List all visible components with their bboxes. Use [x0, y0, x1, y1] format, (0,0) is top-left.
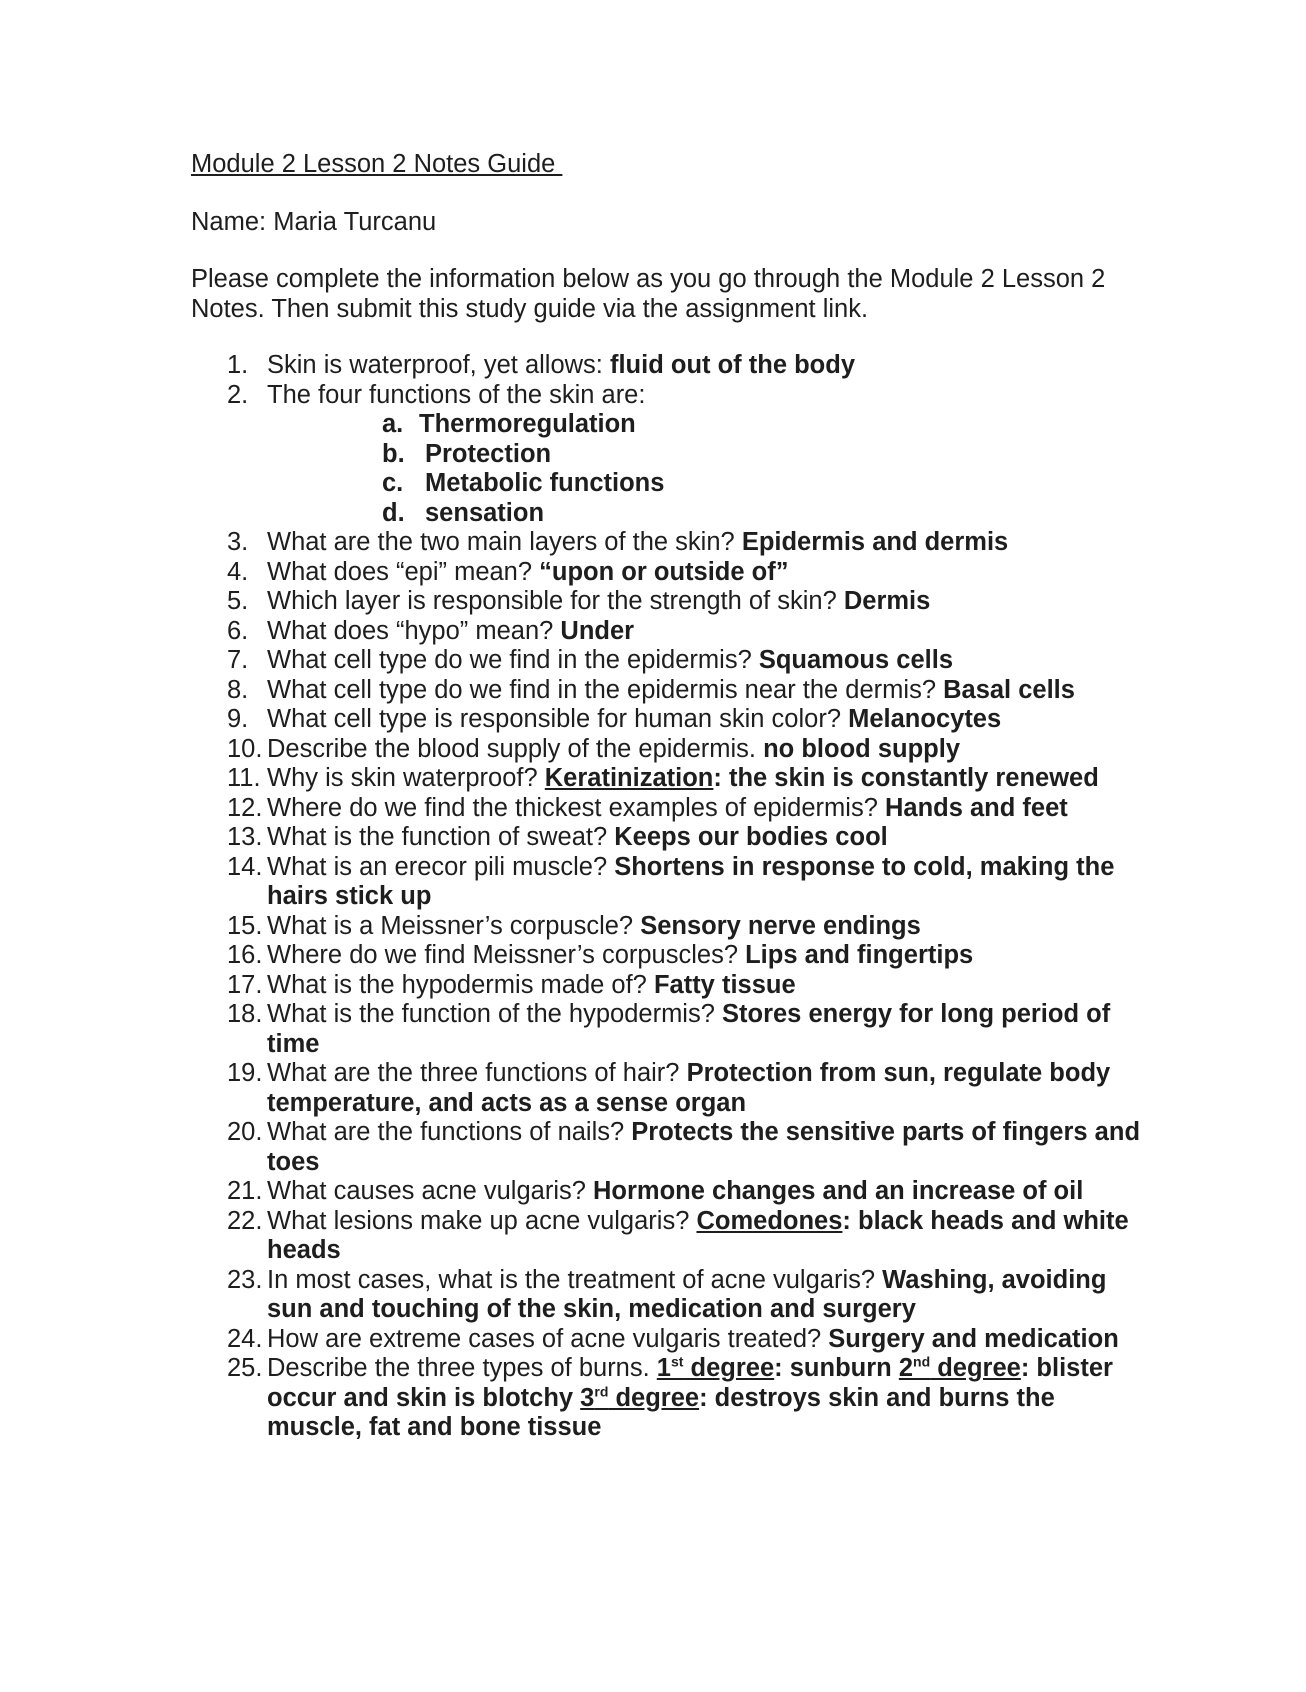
question-number: 2. [227, 380, 249, 409]
question-text: What is the function of sweat? [267, 823, 615, 851]
answer-text: sensation [425, 498, 545, 527]
degree-word: degree [930, 1354, 1021, 1382]
question-number: 15. [227, 911, 263, 940]
question-text: What does “epi” mean? [267, 557, 540, 586]
answer-text: Melanocytes [848, 705, 1002, 733]
question-number: 16. [227, 941, 263, 969]
question-number: 1. [227, 351, 249, 379]
skin-functions-list [267, 410, 1151, 528]
question-item [191, 646, 1151, 676]
student-name-line [191, 208, 1151, 238]
answer-text: Stores energy for long period of time [267, 1000, 1111, 1058]
question-text: Describe the blood supply of the epidermis. [267, 734, 764, 763]
answer-text: : black heads and white heads [267, 1206, 1129, 1264]
ordinal-suffix: st [670, 1353, 684, 1370]
question-item [191, 1059, 1151, 1118]
answer-text: Squamous cells [758, 646, 953, 674]
question-item [191, 1177, 1151, 1207]
question-text: What is an erecor pili muscle? [267, 852, 615, 881]
burn-number: 1 [656, 1354, 671, 1382]
question-item [191, 1266, 1151, 1325]
question-number: 13. [227, 823, 263, 851]
question-text: What are the two main layers of the skin? [267, 528, 742, 556]
question-text: What are the three functions of hair? [267, 1059, 687, 1087]
skin-function-item [267, 410, 1151, 440]
question-number: 18. [227, 1000, 263, 1028]
sub-letter: b. [382, 439, 405, 468]
answer-text: Shortens in response to cold, making the hairs stick up [267, 852, 1115, 910]
question-item [191, 764, 1151, 794]
question-item [191, 1000, 1151, 1059]
question-number: 7. [227, 646, 249, 674]
ordinal-suffix: nd [913, 1353, 931, 1370]
answer-text: Surgery and medication [828, 1324, 1119, 1353]
answer-text: Protects the sensitive parts of fingers and toes [267, 1118, 1141, 1176]
question-text: What is a Meissner’s corpuscle? [267, 911, 641, 940]
sub-letter: a. [382, 410, 404, 438]
notes-guide-page [191, 150, 1151, 1443]
question-item [191, 971, 1151, 1001]
question-number: 25. [227, 1354, 263, 1382]
question-text: What does “hypo” mean? [267, 616, 561, 645]
burn-degree-label [657, 1354, 774, 1382]
question-item [191, 912, 1151, 942]
question-item [191, 676, 1151, 706]
burn-degree-label [899, 1354, 1021, 1382]
question-text: In most cases, what is the treatment of acne vulgaris? [267, 1265, 883, 1294]
question-item [191, 1207, 1151, 1266]
sub-letter: d. [382, 498, 405, 527]
document-title: Module 2 Lesson 2 Notes Guide [191, 150, 563, 178]
answer-text: Under [560, 616, 635, 645]
question-item [191, 617, 1151, 647]
question-text: What cell type do we find in the epidermis near the dermis? [267, 675, 944, 704]
student-name: Maria Turcanu [273, 207, 437, 236]
question-item [191, 941, 1151, 971]
answer-text: Lips and fingertips [745, 941, 974, 969]
burn-first-degree [657, 1354, 899, 1382]
question-item [191, 735, 1151, 765]
question-text: What are the functions of nails? [267, 1118, 632, 1146]
question-item [191, 853, 1151, 912]
answer-text: Fatty tissue [653, 970, 796, 999]
burn-number: 2 [898, 1354, 914, 1382]
skin-function-item [267, 499, 1151, 529]
instructions: Please complete the information below as you go through the Module 2 Lesson 2 Notes. Then submit this study guide via the assignment link. [191, 265, 1106, 323]
question-item [191, 1118, 1151, 1177]
name-label: Name: [191, 207, 274, 236]
question-number: 12. [227, 793, 263, 822]
question-text: What lesions make up acne vulgaris? [267, 1206, 697, 1235]
answer-text: “upon or outside of” [539, 557, 789, 586]
degree-word: degree [683, 1354, 775, 1382]
question-text: Describe the three types of burns. [267, 1354, 657, 1382]
question-number: 19. [227, 1059, 263, 1087]
question-item [191, 823, 1151, 853]
question-number: 3. [227, 528, 249, 556]
answer-text: Dermis [843, 587, 931, 615]
question-number: 4. [227, 557, 249, 586]
burn-number: 3 [580, 1383, 595, 1412]
question-item [191, 587, 1151, 617]
question-number: 14. [227, 852, 263, 881]
question-number: 6. [227, 616, 249, 645]
question-text: Where do we find Meissner’s corpuscles? [267, 941, 746, 969]
question-text: What is the function of the hypodermis? [267, 1000, 722, 1028]
answer-text: Hands and feet [884, 793, 1068, 822]
question-item [191, 1354, 1151, 1443]
question-item [191, 558, 1151, 588]
question-item [191, 528, 1151, 558]
burn-degree-label [580, 1384, 699, 1412]
question-text: What causes acne vulgaris? [267, 1177, 593, 1205]
question-item [191, 794, 1151, 824]
question-item [191, 381, 1151, 529]
question-text: What cell type is responsible for human skin color? [267, 705, 849, 733]
answer-text: Sensory nerve endings [640, 911, 921, 940]
answer-keyword: Comedones [696, 1206, 843, 1235]
question-number: 17. [227, 970, 263, 999]
question-text: The four functions of the skin are: [267, 380, 646, 409]
answer-text: fluid out of the body [609, 351, 855, 379]
burn-description: : blister occur and skin is blotchy [267, 1354, 1113, 1412]
question-number: 20. [227, 1118, 263, 1146]
question-text: How are extreme cases of acne vulgaris treated? [267, 1324, 829, 1353]
answer-text: : the skin is constantly renewed [713, 764, 1099, 792]
question-item [191, 351, 1151, 381]
question-number: 5. [227, 587, 249, 615]
question-item [191, 705, 1151, 735]
answer-keyword: Keratinization [544, 764, 714, 792]
answer-text: no blood supply [763, 734, 960, 763]
question-number: 11. [227, 764, 261, 792]
answer-text: Hormone changes and an increase of oil [593, 1177, 1084, 1205]
ordinal-suffix: rd [594, 1383, 609, 1399]
skin-function-item [267, 469, 1151, 499]
answer-text: Keeps our bodies cool [614, 823, 888, 851]
skin-function-item [267, 440, 1151, 470]
question-number: 21. [227, 1177, 263, 1205]
answer-text: Protection [425, 439, 552, 468]
question-number: 8. [227, 675, 249, 704]
question-text: What is the hypodermis made of? [267, 970, 654, 999]
question-number: 10. [227, 734, 263, 763]
question-text: What cell type do we find in the epidermis? [267, 646, 759, 674]
question-number: 23. [227, 1265, 263, 1294]
question-text: Which layer is responsible for the strength of skin? [267, 587, 844, 615]
question-text: Why is skin waterproof? [267, 764, 545, 792]
answer-text: Thermoregulation [419, 410, 636, 438]
sub-letter: c. [382, 469, 404, 497]
answer-text: Epidermis and dermis [741, 528, 1009, 556]
burn-description: : destroys skin and burns the muscle, fat and bone tissue [267, 1383, 1055, 1441]
question-item [191, 1325, 1151, 1355]
question-number: 24. [227, 1324, 263, 1353]
question-text: Skin is waterproof, yet allows: [267, 351, 610, 379]
answer-text: Metabolic functions [425, 469, 665, 497]
question-text: Where do we find the thickest examples of epidermis? [267, 793, 885, 822]
question-number: 22. [227, 1206, 263, 1235]
burn-description: : sunburn [774, 1354, 899, 1382]
degree-word: degree [608, 1383, 700, 1412]
answer-text: Washing, avoiding sun and touching of the skin, medication and surgery [267, 1265, 1107, 1323]
question-number: 9. [227, 705, 249, 733]
answer-text: Protection from sun, regulate body temperature, and acts as a sense organ [267, 1059, 1111, 1117]
question-list [191, 351, 1151, 1443]
answer-text: Basal cells [943, 675, 1075, 704]
